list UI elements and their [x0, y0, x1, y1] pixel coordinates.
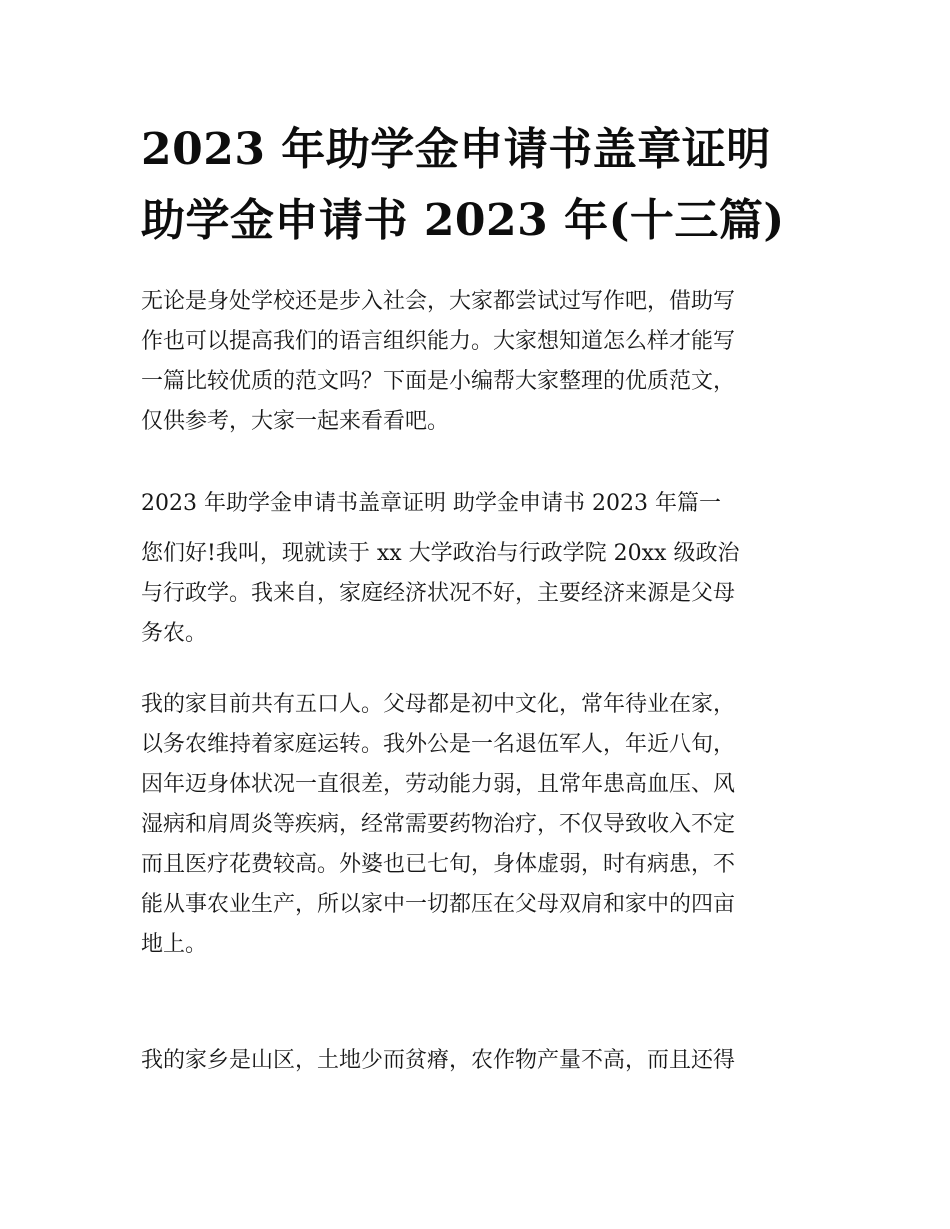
text-line: 仅供参考，大家一起来看看吧。 [141, 409, 450, 434]
text-line: 与行政学。我来自，家庭经济状况不好，主要经济来源是父母 [141, 581, 736, 606]
intro-paragraph [141, 282, 821, 442]
text-line: 能从事农业生产，所以家中一切都压在父母双肩和家中的四亩 [141, 892, 736, 917]
body-paragraph [141, 534, 821, 654]
title-line: 助学金申请书 2023 年(十三篇) [141, 195, 785, 246]
text-line: 作也可以提高我们的语言组织能力。大家想知道怎么样才能写 [141, 329, 736, 354]
text-line: 务农。 [141, 621, 208, 646]
text-line: 以务农维持着家庭运转。我外公是一名退伍军人，年近八旬， [141, 732, 736, 757]
document-title [141, 114, 821, 256]
text-line: 地上。 [141, 932, 208, 957]
body-paragraph [141, 1041, 821, 1081]
text-line: 而且医疗花费较高。外婆也已七旬，身体虚弱，时有病患，不 [141, 852, 736, 877]
text-line: 湿病和肩周炎等疾病，经常需要药物治疗，不仅导致收入不定 [141, 812, 736, 837]
body-paragraph [141, 685, 821, 965]
text-line: 无论是身处学校还是步入社会，大家都尝试过写作吧，借助写 [141, 289, 736, 314]
text-line: 因年迈身体状况一直很差，劳动能力弱，且常年患高血压、风 [141, 772, 736, 797]
text-line: 您们好!我叫，现就读于 xx 大学政治与行政学院 20xx 级政治 [141, 541, 740, 566]
text-line: 我的家乡是山区，土地少而贫瘠，农作物产量不高，而且还得 [141, 1048, 736, 1073]
section-heading-text: 2023 年助学金申请书盖章证明 助学金申请书 2023 年篇一 [141, 491, 721, 516]
text-line: 一篇比较优质的范文吗？下面是小编帮大家整理的优质范文， [141, 369, 736, 394]
text-line: 我的家目前共有五口人。父母都是初中文化，常年待业在家， [141, 692, 736, 717]
title-line: 2023 年助学金申请书盖章证明 [141, 124, 771, 175]
section-heading [141, 484, 821, 524]
